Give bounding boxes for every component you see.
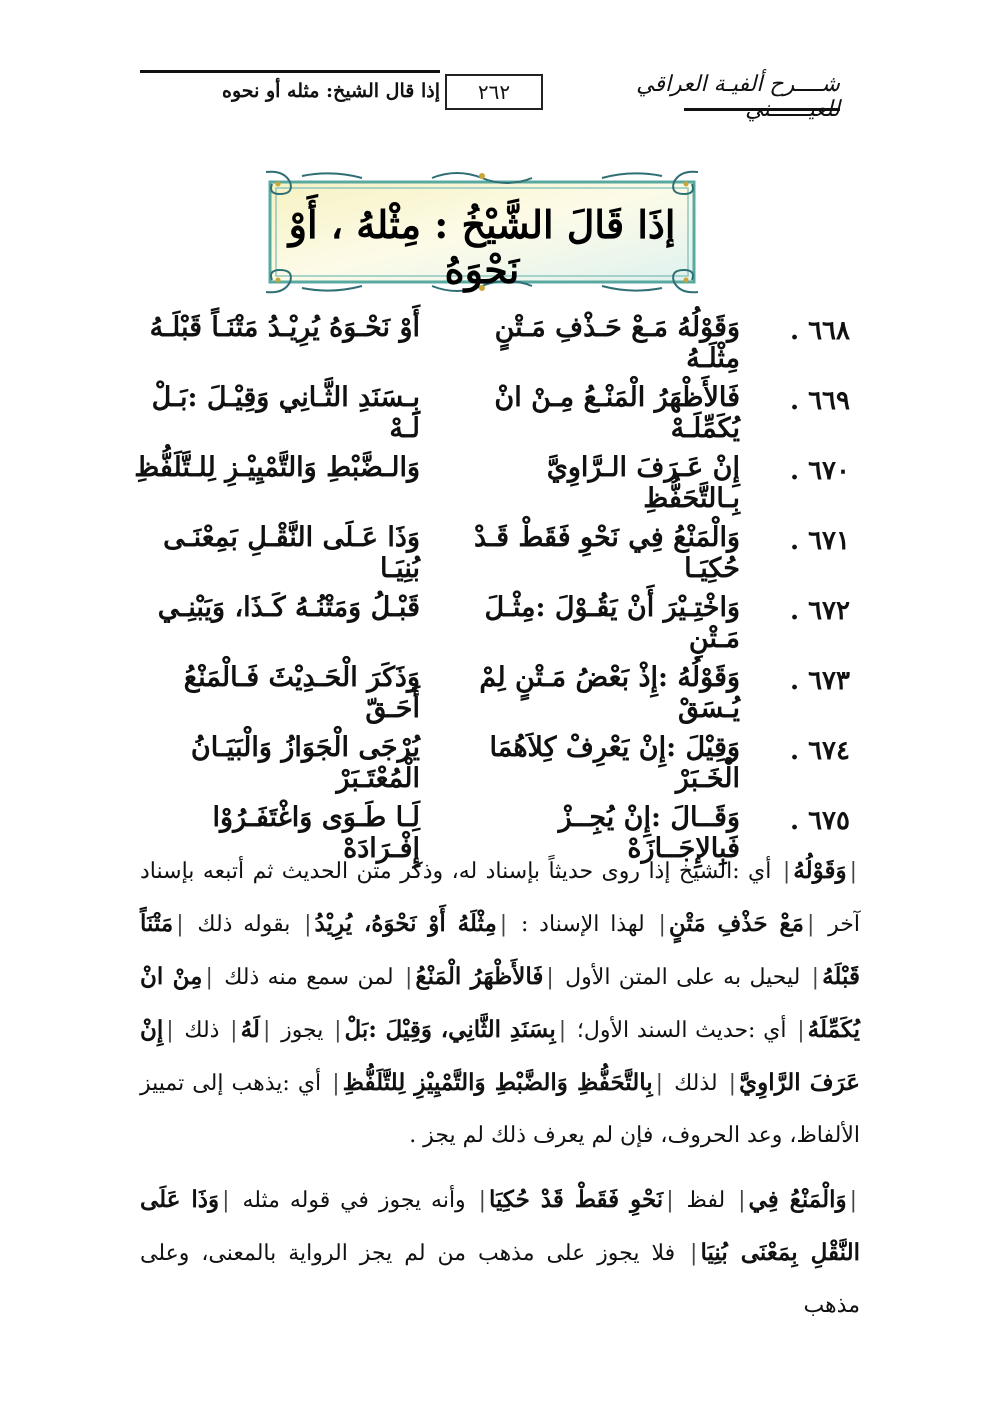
quote-bracket: | — [738, 1188, 746, 1213]
commentary-text: ليحيل به على المتن الأول — [556, 965, 809, 990]
verse-row — [130, 658, 850, 728]
quote-bracket: | — [690, 1241, 698, 1266]
verse-number: ٦٦٨ . — [789, 316, 850, 346]
quote-bracket: | — [499, 912, 508, 937]
quoted-verse-text: وَقَوْلُهُ — [793, 857, 847, 884]
quoted-verse-text: بِالتَّحَفُّظِ وَالضَّبْطِ وَالتَّمْيِيْزِ لِلتَّلَفُّظِ — [342, 1069, 653, 1096]
banner-title: إذَا قَالَ الشَّيْخُ : مِثْلهُ ، أَوْ نَحْوَهُ — [288, 202, 676, 292]
verse-first-hemistich: وَالْمَنْعُ فِي نَحْوِ فَقَطْ قَـدْ حُكِيَـا — [474, 522, 740, 584]
commentary-text: بقوله ذلك — [186, 912, 302, 937]
quoted-verse-text: نَحْوِ فَقَطْ قَدْ حُكِيَا — [488, 1186, 664, 1213]
verse-second-hemistich: بِـسَنَدِ الثَّـانِي وَقِيْـلَ :بَـلْ لَـهْ — [151, 382, 420, 444]
quote-bracket: | — [478, 1188, 486, 1213]
commentary-paragraph-2 — [140, 1174, 860, 1332]
quote-bracket: | — [658, 912, 666, 937]
commentary-text: ذلك — [176, 1018, 228, 1043]
quote-bracket: | — [230, 1018, 238, 1043]
verse-first-hemistich: وَقَوْلُهُ :إِذْ بَعْضُ مَـتْنٍ لِمْ يُـسَقْ — [479, 662, 740, 724]
quote-bracket: | — [262, 1018, 271, 1043]
quote-bracket: | — [849, 1188, 857, 1213]
verse-number: ٦٧١ . — [789, 526, 850, 556]
quoted-verse-text: مَعْ حَذْفِ مَتْنٍ — [668, 910, 804, 937]
page-number: ٢٦٢ — [445, 74, 543, 110]
commentary-text: لذلك — [666, 1071, 726, 1096]
quote-bracket: | — [782, 859, 791, 884]
verse-second-hemistich: لَِـا طَـوَى وَاغْتَفَـرُوْا إِفْـرَادَهْ — [212, 802, 420, 864]
quoted-verse-text: مَتْنَاً قَبْلَهُ — [140, 910, 860, 990]
quote-bracket: | — [222, 1188, 230, 1213]
quoted-verse-text: بِسَنَدِ الثَّانِي، وَقِيْلَ :بَلْ — [344, 1016, 556, 1043]
commentary-text: أي :حديث السند الأول؛ — [569, 1018, 795, 1043]
quote-bracket: | — [728, 1071, 737, 1096]
verse-number: ٦٧٢ . — [789, 596, 850, 626]
commentary-text: يجوز — [273, 1018, 332, 1043]
verse-first-hemistich: وَاخْتِـيْرَ أَنْ يَقُـوْلَ :مِثْـلَ مَـتْنِ — [484, 592, 740, 654]
verse-second-hemistich: وَذَا عَـلَى النَّقْـلِ بَمِعْنَـى بُنِيَـا — [163, 522, 420, 584]
verse-second-hemistich: قَبْـلُ وَمَتْنُـهُ كَـذَا، وَيَبْنِـي — [157, 592, 420, 623]
commentary — [140, 845, 860, 1340]
page-header — [140, 66, 840, 122]
verse-second-hemistich: يُرْجَى الْجَوَازُ وَالْبَيَـانُ الْمُعْتَـبَرْ — [190, 732, 420, 794]
quote-bracket: | — [176, 912, 184, 937]
header-rule-left — [140, 70, 440, 73]
quoted-verse-text: مِثْلَهُ أَوْ نَحْوَهُ، يُرِيْدُ — [314, 910, 497, 937]
quoted-verse-text: فَالأَظْهَرُ الْمَنْعُ — [415, 963, 544, 990]
quote-bracket: | — [558, 1018, 567, 1043]
quoted-verse-text: وَالْمَنْعُ فِي — [748, 1186, 847, 1213]
verse-first-hemistich: وَقَــالَ :إِنْ يُجِــزْ فَبِالإِجَــازَهْ — [558, 802, 740, 864]
verse-number: ٦٧٤ . — [789, 736, 850, 766]
commentary-paragraph-1 — [140, 845, 860, 1162]
quoted-verse-text: إِنْ عَرَفَ الرَّاوِيَّ — [140, 1016, 860, 1096]
book-title: شــــرح ألفيـة العراقي للعيــــــني — [636, 72, 840, 122]
verse-list — [130, 308, 850, 868]
verse-number: ٦٧٠ . — [789, 456, 850, 486]
quoted-verse-text: مِنْ انْ يُكَمِّلَهُ — [140, 963, 860, 1043]
verse-first-hemistich: فَالأَظْهَرُ الْمَنْـعُ مِـنْ انْ يُكَمِّلَـهْ — [494, 382, 740, 444]
verse-row — [130, 448, 850, 518]
quoted-verse-text: لَهُ — [240, 1016, 260, 1043]
verse-second-hemistich: وَذَكَرَ الْحَـدِيْثَ فَـالْمَنْعُ أَحَـقّ — [183, 662, 420, 724]
quote-bracket: | — [205, 965, 213, 990]
quote-bracket: | — [166, 1018, 174, 1043]
verse-row — [130, 518, 850, 588]
commentary-text: أي :الشيخ إذا روى حديثاً بإسناد له، وذكر متن الحديث ثم أتبعه بإسناد آخر — [140, 859, 860, 937]
quote-bracket: | — [334, 1018, 342, 1043]
verse-number: ٦٧٥ . — [789, 806, 850, 836]
verse-number: ٦٧٣ . — [789, 666, 850, 696]
commentary-text: أي :يذهب إلى تمييز الألفاظ، وعد الحروف، فإن لم يعرف ذلك لم يجز . — [140, 1071, 860, 1148]
verse-first-hemistich: إِنْ عَـرَفَ الـرَّاوِيَّ بِـالتَّحَفُّظِ — [546, 452, 740, 514]
quote-bracket: | — [655, 1071, 664, 1096]
quote-bracket: | — [332, 1071, 340, 1096]
quote-bracket: | — [811, 965, 820, 990]
quote-bracket: | — [304, 912, 312, 937]
quote-bracket: | — [806, 912, 815, 937]
verse-row — [130, 728, 850, 798]
verse-first-hemistich: وَقِيْلَ :إِنْ يَعْرِفْ كِلاَهُمَا الْخَـبَرْ — [489, 732, 740, 794]
chapter-banner — [262, 168, 702, 296]
commentary-text: فلا يجوز على مذهب من لم يجز الرواية بالمعنى، وعلى مذهب — [140, 1241, 860, 1318]
chapter-title: إذا قال الشيخ: مثله أو نحوه — [222, 80, 440, 102]
commentary-text: لمن سمع منه ذلك — [215, 965, 402, 990]
verse-second-hemistich: وَالـضَّبْطِ وَالتَّمْيِيْـزِ لِلـتَّلَفُّظِ — [134, 452, 420, 483]
quote-bracket: | — [797, 1018, 805, 1043]
quoted-verse-text: وَذَا عَلَى النَّقْلِ بِمَعْنَى بُنِيَا — [140, 1186, 860, 1266]
quote-bracket: | — [405, 965, 413, 990]
verse-second-hemistich: أَوْ نَحْـوَهُ يُرِيْـدُ مَتْنَـاً قَبْلَـهُ — [149, 312, 420, 343]
commentary-text: وأنه يجوز في قوله مثله — [232, 1188, 476, 1213]
quote-bracket: | — [666, 1188, 674, 1213]
commentary-text: لهذا الإسناد : — [510, 912, 656, 937]
commentary-text: لفظ — [676, 1188, 736, 1213]
verse-row — [130, 308, 850, 378]
verse-row — [130, 378, 850, 448]
quote-bracket: | — [546, 965, 554, 990]
verse-row — [130, 588, 850, 658]
verse-number: ٦٦٩ . — [789, 386, 850, 416]
verse-first-hemistich: وَقَوْلُهُ مَـعْ حَـذْفِ مَـتْنٍ مِثْلَـهُ — [494, 312, 740, 374]
quote-bracket: | — [849, 859, 857, 884]
